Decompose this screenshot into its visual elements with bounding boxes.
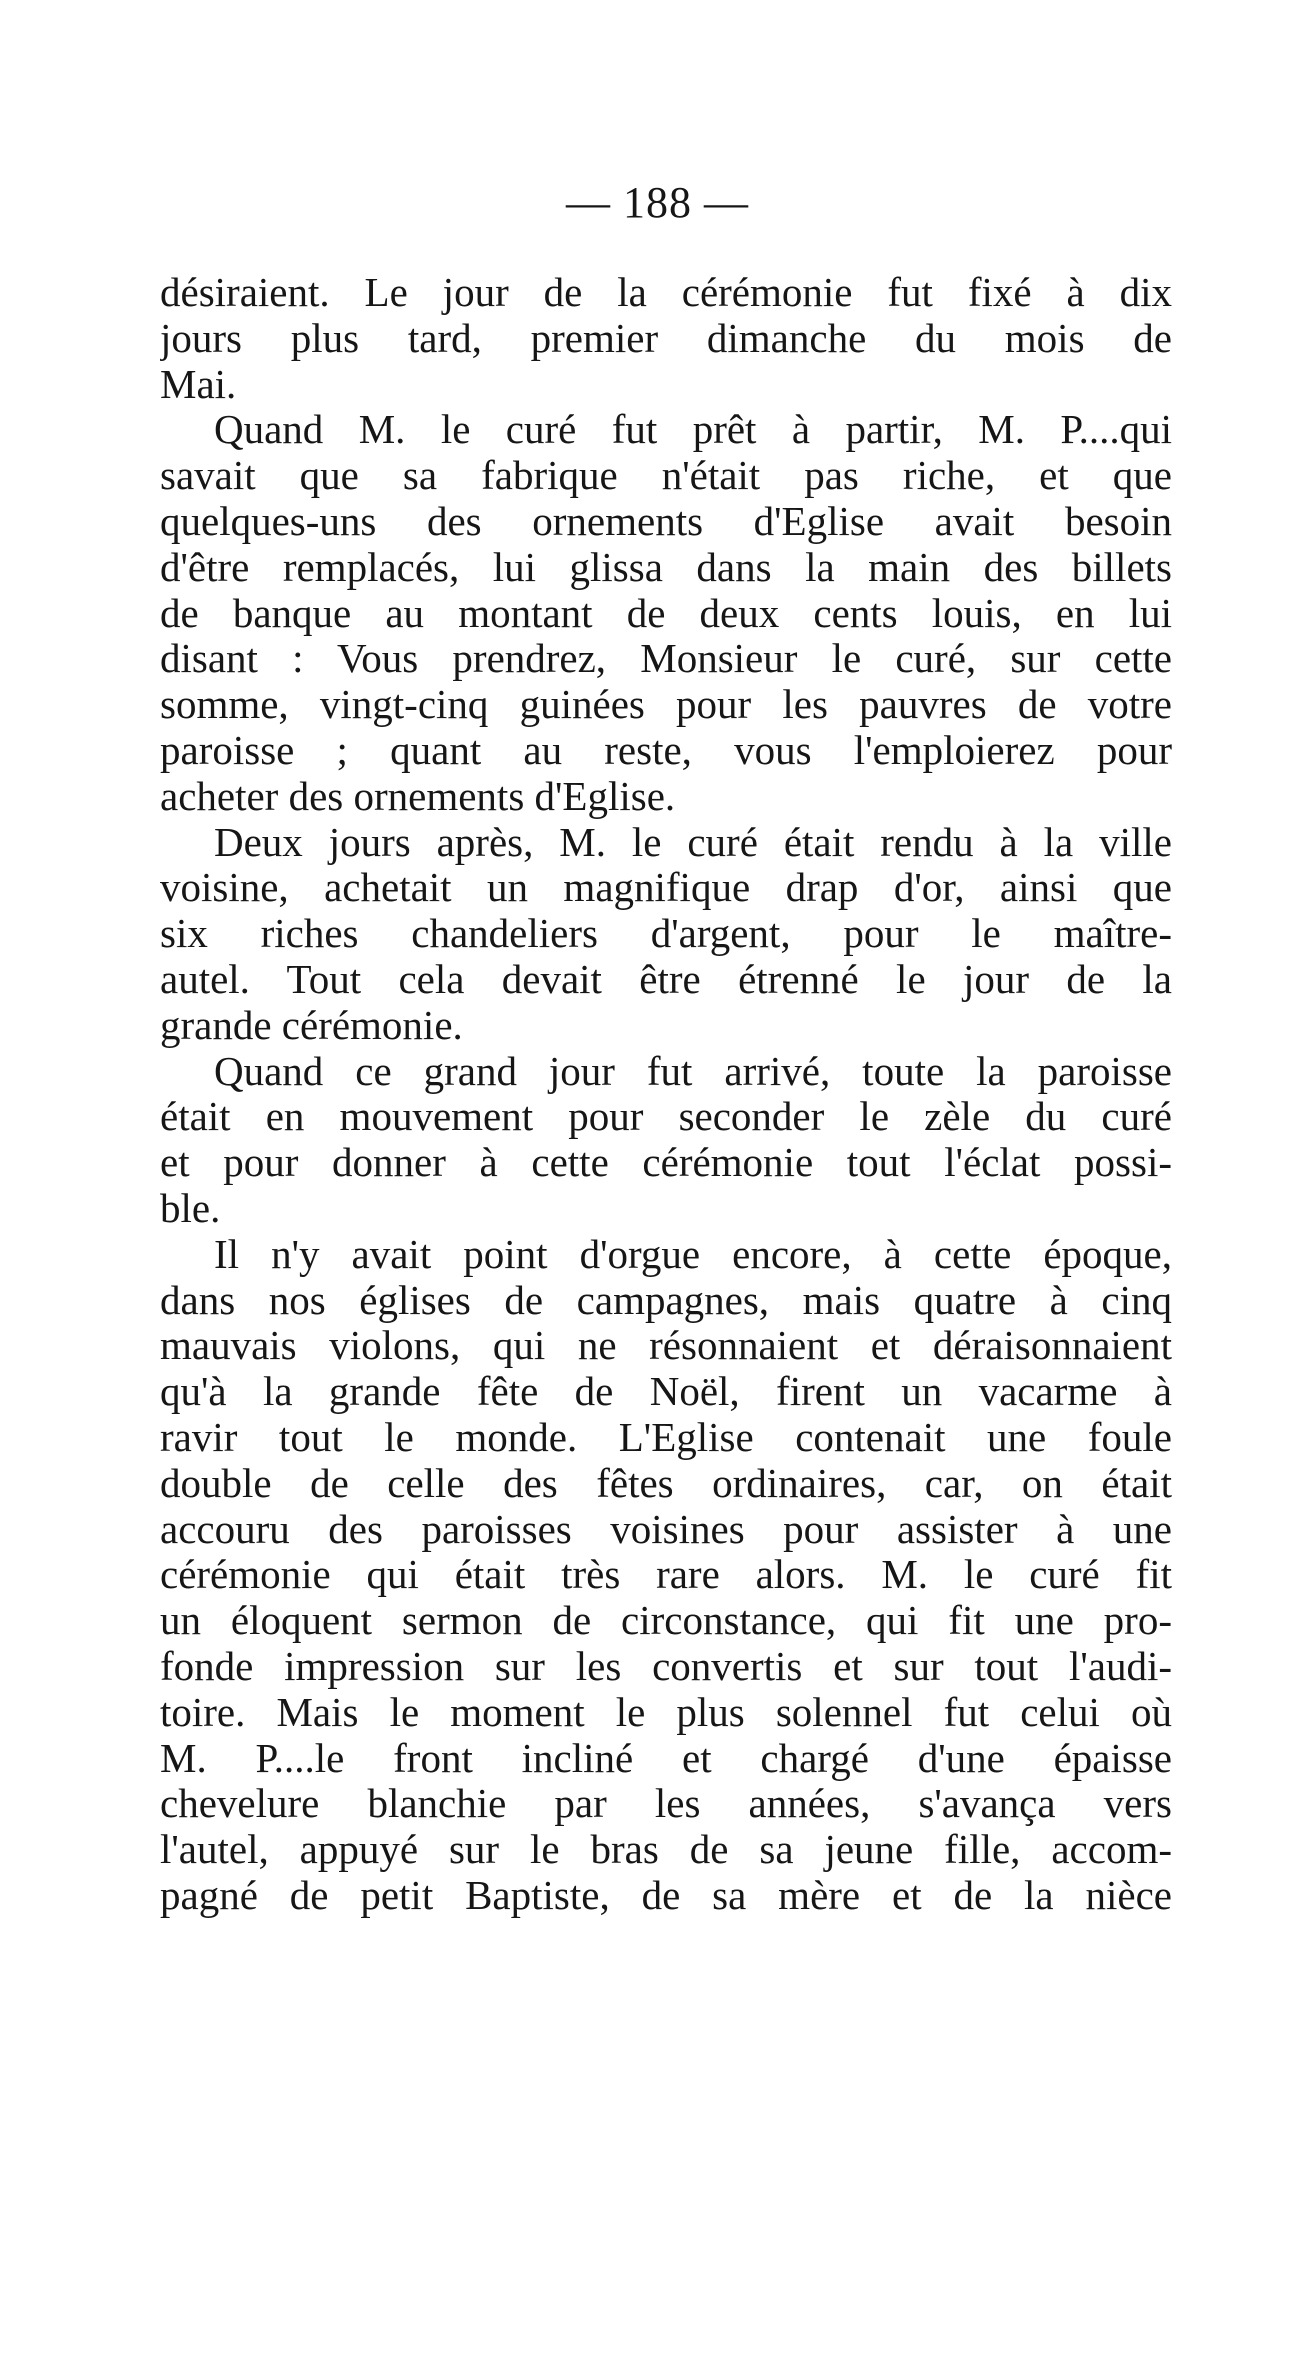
text-line: fonde impression sur les convertis et sur tout l'audi- bbox=[160, 1643, 1172, 1689]
text-line: Quand ce grand jour fut arrivé, toute la paroisse bbox=[214, 1048, 1172, 1094]
text-line: l'autel, appuyé sur le bras de sa jeune fille, accom- bbox=[160, 1827, 1172, 1873]
text-line: mauvais violons, qui ne résonnaient et déraisonnaient bbox=[160, 1323, 1172, 1369]
text-line: désiraient. Le jour de la cérémonie fut fixé à dix bbox=[160, 270, 1172, 315]
text-line: dans nos églises de campagnes, mais quatre à cinq bbox=[160, 1277, 1172, 1323]
text-line: somme, vingt-cinq guinées pour les pauvres de votre bbox=[160, 682, 1172, 728]
page-number: — 188 — bbox=[566, 178, 749, 227]
text-line: autel. Tout cela devait être étrenné le jour de la bbox=[160, 956, 1172, 1002]
text-line: double de celle des fêtes ordinaires, car, on était bbox=[160, 1460, 1172, 1506]
text-line: était en mouvement pour seconder le zèle du curé bbox=[160, 1094, 1172, 1140]
text-line: Mai. bbox=[160, 361, 237, 407]
text-line: paroisse ; quant au reste, vous l'emploierez pour bbox=[160, 727, 1172, 773]
text-line: de banque au montant de deux cents louis, en lui bbox=[160, 590, 1172, 636]
text-line: pagné de petit Baptiste, de sa mère et de la nièce bbox=[160, 1872, 1172, 1918]
text-line: ravir tout le monde. L'Eglise contenait une foule bbox=[160, 1414, 1172, 1460]
text-line: disant : Vous prendrez, Monsieur le curé, sur cette bbox=[160, 636, 1172, 682]
text-line: un éloquent sermon de circonstance, qui fit une pro- bbox=[160, 1598, 1172, 1644]
text-line: d'être remplacés, lui glissa dans la main des billets bbox=[160, 544, 1172, 590]
text-line: acheter des ornements d'Eglise. bbox=[160, 773, 676, 819]
text-line: M. P....le front incliné et chargé d'une épaisse bbox=[160, 1735, 1172, 1781]
text-line: chevelure blanchie par les années, s'avança vers bbox=[160, 1781, 1172, 1827]
text-line: Deux jours après, M. le curé était rendu à la ville bbox=[214, 819, 1172, 865]
text-line: Il n'y avait point d'orgue encore, à cette époque, bbox=[214, 1231, 1172, 1277]
text-line: toire. Mais le moment le plus solennel fut celui où bbox=[160, 1689, 1172, 1735]
body-text bbox=[160, 270, 1172, 1919]
text-line: savait que sa fabrique n'était pas riche, et que bbox=[160, 453, 1172, 499]
text-line: quelques-uns des ornements d'Eglise avait besoin bbox=[160, 498, 1172, 544]
text-line: Quand M. le curé fut prêt à partir, M. P....qui bbox=[214, 407, 1172, 453]
text-line: accouru des paroisses voisines pour assister à une bbox=[160, 1506, 1172, 1552]
text-line: qu'à la grande fête de Noël, firent un vacarme à bbox=[160, 1369, 1172, 1415]
text-line: et pour donner à cette cérémonie tout l'éclat possi- bbox=[160, 1140, 1172, 1186]
text-line: grande cérémonie. bbox=[160, 1002, 463, 1048]
text-line: jours plus tard, premier dimanche du mois de bbox=[160, 315, 1172, 361]
text-line: ble. bbox=[160, 1185, 221, 1231]
text-line: voisine, achetait un magnifique drap d'or, ainsi que bbox=[160, 865, 1172, 911]
text-line: six riches chandeliers d'argent, pour le maître- bbox=[160, 911, 1172, 957]
text-line: cérémonie qui était très rare alors. M. le curé fit bbox=[160, 1552, 1172, 1598]
